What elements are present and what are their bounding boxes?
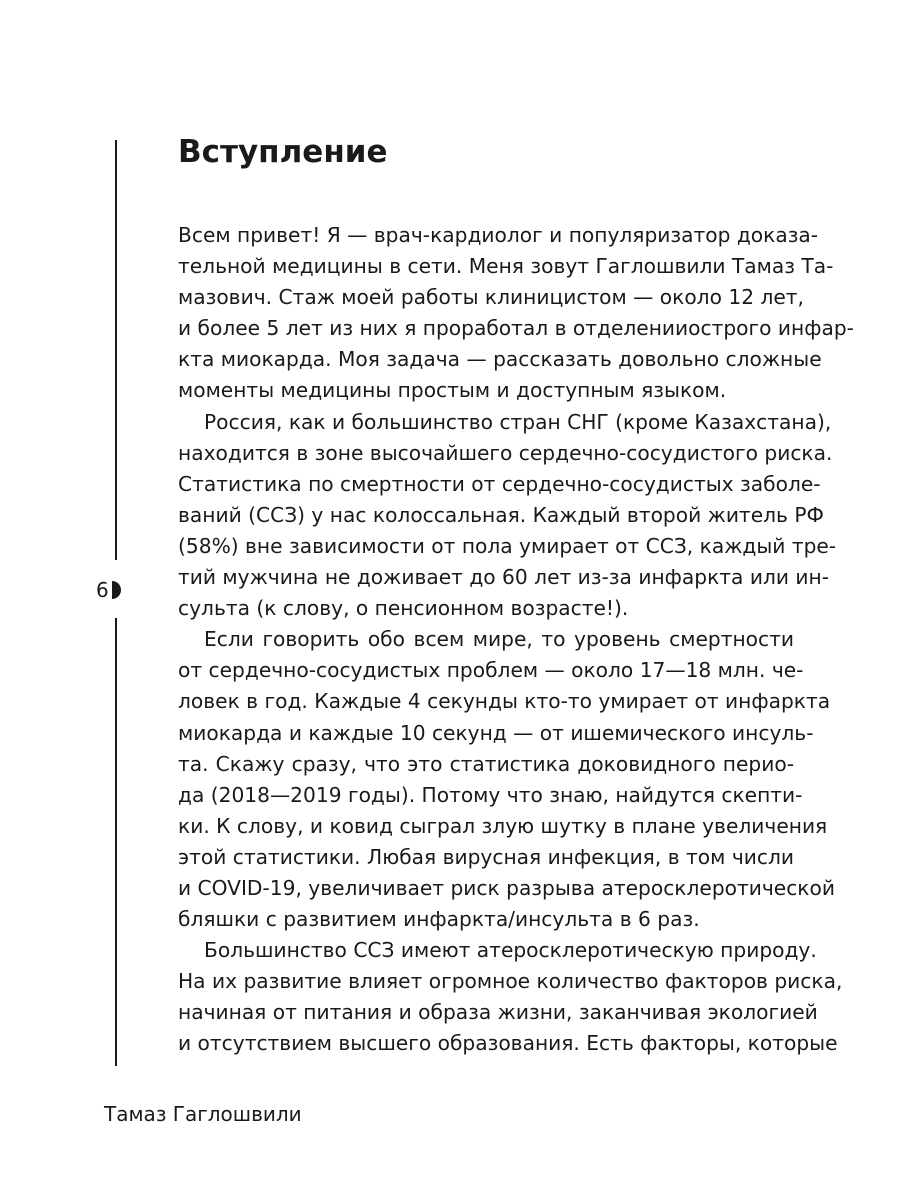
text-line: Всем привет! Я — врач-кардиолог и популяризатор доказа- xyxy=(178,223,819,247)
text-line: тий мужчина не доживает до 60 лет из-за инфаркта или ин- xyxy=(178,565,829,590)
text-line: этой статистики. Любая вирусная инфекция, в том числи xyxy=(178,844,794,869)
text-line: та. Скажу сразу, что это статистика доковидного перио- xyxy=(178,751,794,776)
text-line: да (2018—2019 годы). Потому что знаю, найдутся скепти- xyxy=(178,782,803,807)
half-moon-icon xyxy=(112,581,121,599)
text-line: ловек в год. Каждые 4 секунды кто-то умирает от инфаркта xyxy=(178,689,831,714)
paragraph-2 xyxy=(178,407,837,625)
margin-rule-top xyxy=(115,140,117,560)
margin-rule-bottom xyxy=(115,618,117,1066)
body-text xyxy=(178,220,854,1060)
text-line: и COVID-19, увеличивает риск разрыва атеросклеротической xyxy=(178,875,835,900)
page-number-marker xyxy=(96,578,121,602)
text-line: бляшки с развитием инфаркта/инсульта в 6 раз. xyxy=(178,907,700,932)
chapter-title: Вступление xyxy=(178,134,388,170)
text-line: (58%) вне зависимости от пола умирает от ССЗ, каждый тре- xyxy=(178,533,837,558)
text-line: миокарда и каждые 10 секунд — от ишемического инсуль- xyxy=(178,720,814,745)
text-line: Статистика по смертности от сердечно-сосудистых заболе- xyxy=(178,471,821,496)
text-line: Большинство ССЗ имеют атеросклеротическую природу. xyxy=(204,938,817,963)
paragraph-1 xyxy=(178,220,854,407)
paragraph-4 xyxy=(178,935,843,1059)
page-number: 6 xyxy=(96,578,109,602)
text-line: Если говорить обо всем мире, то уровень смертности xyxy=(204,627,794,652)
text-line: и отсутствием высшего образования. Есть факторы, которые xyxy=(178,1031,838,1056)
text-line: находится в зоне высочайшего сердечно-сосудистого риска. xyxy=(178,440,833,465)
text-line: мазович. Стаж моей работы клиницистом — около 12 лет, xyxy=(178,285,804,310)
footer-author: Тамаз Гаглошвили xyxy=(104,1102,302,1126)
text-line: Россия, как и большинство стран СНГ (кроме Казахстана), xyxy=(204,409,832,434)
text-line: сульта (к слову, о пенсионном возрасте!). xyxy=(178,596,629,621)
text-line: от сердечно-сосудистых проблем — около 17—18 млн. че- xyxy=(178,658,804,683)
text-line: На их развитие влияет огромное количество факторов риска, xyxy=(178,969,843,994)
text-line: ки. К слову, и ковид сыграл злую шутку в плане увеличения xyxy=(178,813,828,838)
text-line: кта миокарда. Моя задача — рассказать довольно сложные xyxy=(178,347,822,372)
text-line: ваний (ССЗ) у нас колоссальная. Каждый второй житель РФ xyxy=(178,502,824,527)
text-line: моменты медицины простым и доступным языком. xyxy=(178,378,727,403)
text-line: и более 5 лет из них я проработал в отделенииострого инфар- xyxy=(178,316,854,341)
text-line: тельной медицины в сети. Меня зовут Гаглошвили Тамаз Та- xyxy=(178,254,834,279)
paragraph-3 xyxy=(178,624,835,935)
text-line: начиная от питания и образа жизни, заканчивая экологией xyxy=(178,1000,818,1025)
